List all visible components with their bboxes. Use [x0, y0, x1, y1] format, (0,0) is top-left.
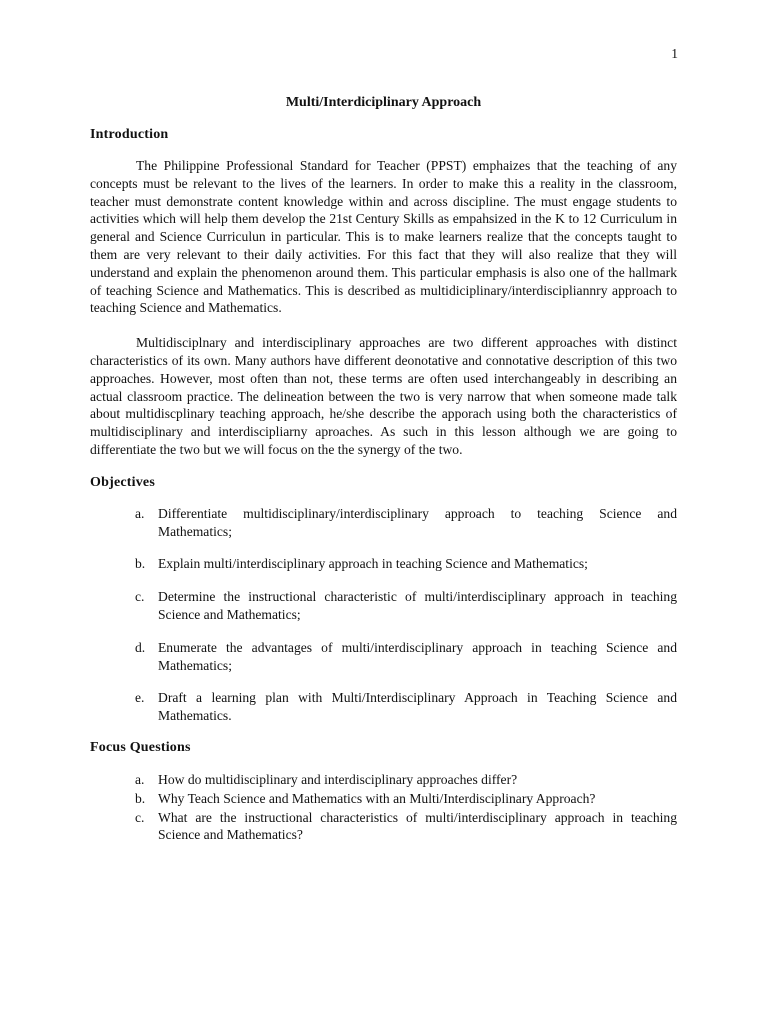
list-marker: c. — [135, 589, 145, 605]
list-marker: b. — [135, 556, 146, 572]
page-number: 1 — [671, 46, 678, 61]
focus-questions-heading: Focus Questions — [90, 739, 191, 755]
objective-text: Determine the instructional characteristic of multi/interdisciplinary approach in teaching Science and Mathematics; — [158, 589, 677, 622]
objective-text: Differentiate multidisciplinary/interdisciplinary approach to teaching Science and Mathematics; — [158, 505, 677, 539]
introduction-paragraph-1: The Philippine Professional Standard for Teacher (PPST) emphaizes that the teaching of any concepts must be relevant to the lives of the learners. In order to make this a reality in the classroom, teacher must demonstrate content knowledge within and across discipline. The must engage students to activities which will help them develop the 21st Century Skills as empahsized in the K to 12 Curriculum in general and Science Curriculun in particular. This is to make learners realize that the concepts taught to them are very relevant to their daily activities. For this fact that they will also realize that they will understand and explain the phenomenon around them. This particular emphasis is also one of the hallmark of teaching Science and Mathematics. This is described as multidiciplinary/interdiscipliannry approach to teaching Science and Mathematics. — [90, 158, 677, 316]
focus-question-text: Why Teach Science and Mathematics with an Multi/Interdisciplinary Approach? — [158, 790, 596, 806]
focus-question-item — [90, 771, 677, 789]
focus-question-text: How do multidisciplinary and interdisciplinary approaches differ? — [158, 771, 518, 787]
objectives-list — [90, 505, 677, 725]
objectives-heading: Objectives — [90, 474, 155, 490]
focus-question-item — [90, 790, 677, 808]
introduction-paragraph-2: Multidisciplnary and interdisciplinary approaches are two different approaches with distinct characteristics of its own. Many authors have different deonotative and connotative description of this two approaches. However, most often than not, these terms are often used interchangeably in describing an actual classroom practice. The delineation between the two is very narrow that when someone made talk about multidiscplinary teaching approach, he/she describe the apporach using both the characteristics of multidisciplinary and interdiscipliarny aproaches. As such in this lesson although we are going to differentiate the two but we will focus on the the synergy of the two. — [90, 335, 677, 457]
objective-item — [90, 505, 677, 541]
objective-item — [90, 588, 677, 624]
objective-item — [90, 639, 677, 675]
document-title: Multi/Interdiciplinary Approach — [285, 95, 482, 110]
focus-questions-list — [90, 771, 677, 844]
list-marker: b. — [135, 790, 146, 806]
objective-text: Enumerate the advantages of multi/interdisciplinary approach in teaching Science and Mathematics; — [158, 639, 677, 673]
objective-text: Draft a learning plan with Multi/Interdisciplinary Approach in Teaching Science and Mathematics. — [158, 690, 677, 724]
introduction-heading: Introduction — [90, 127, 169, 142]
objective-text: Explain multi/interdisciplinary approach in teaching Science and Mathematics; — [158, 556, 588, 572]
focus-question-text: What are the instructional characteristics of multi/interdisciplinary approach in teaching Science and Mathematics? — [158, 809, 677, 843]
objective-item — [90, 689, 677, 725]
list-marker: a. — [135, 771, 145, 787]
list-marker: e. — [135, 690, 145, 706]
list-marker: a. — [135, 505, 145, 521]
focus-question-item — [90, 809, 677, 845]
list-marker: d. — [135, 639, 146, 655]
document-body — [90, 94, 677, 844]
list-marker: c. — [135, 809, 145, 825]
objective-item — [90, 555, 677, 573]
